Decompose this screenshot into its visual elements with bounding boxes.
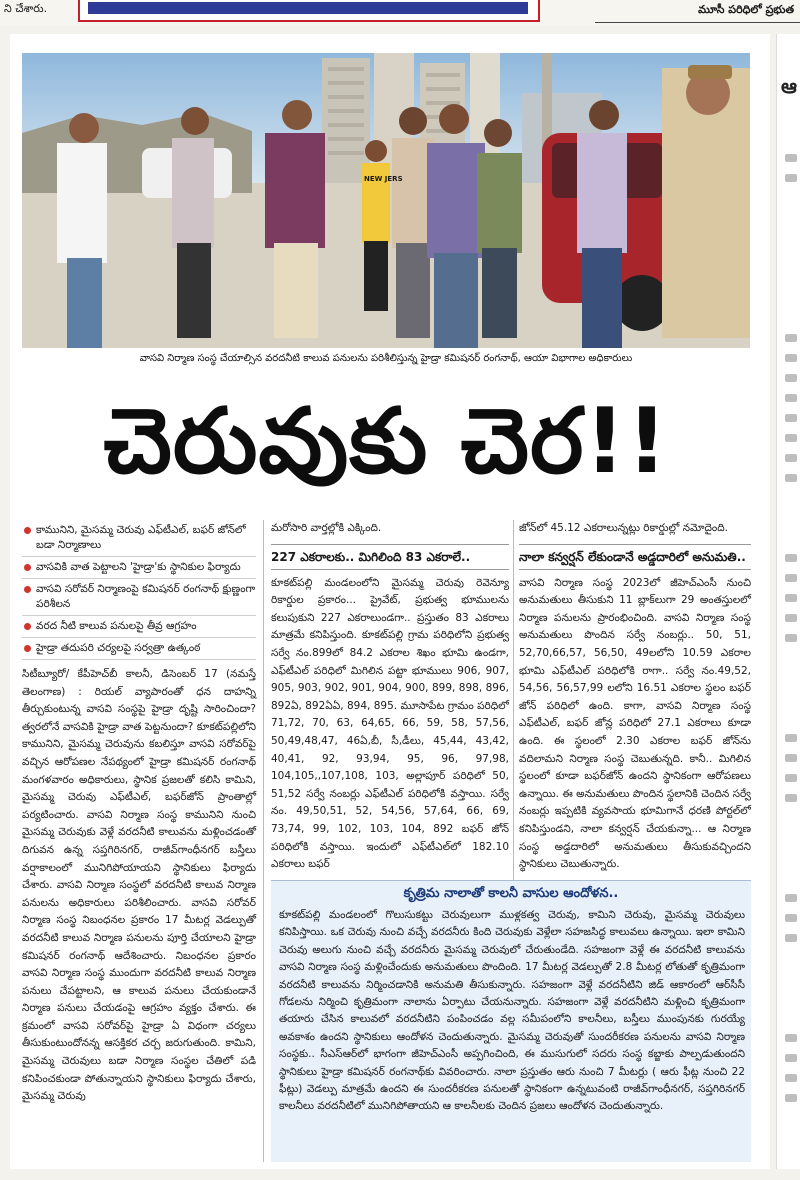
adjacent-column-dropcap: ఆ — [781, 74, 797, 98]
top-strip — [0, 0, 800, 26]
highlight-bullet: వరద నీటి కాలువ పనులపై తీవ్ర ఆగ్రహం — [22, 616, 256, 638]
top-ad-bar — [88, 2, 528, 14]
adjacent-text-mark — [785, 734, 797, 742]
adjacent-text-mark — [785, 1054, 797, 1062]
news-photo — [22, 53, 750, 348]
article-body-lead: సిటీబ్యూరో/ కేపీహెచ్‌బీ కాలనీ, డిసెంబర్ 17 (నమస్తే తెలంగాణ) : రియల్ వ్యాపారంతో ధన దాహన్ని తీర్చుకుంటున్న వాసవి సంస్థపై హైడ్రా దృష్టి సారించిందా? త్వరలోనే వాసవికి హైడ్రా వాత పెట్టనుందా? కూకట్‌పల్లిలోని కామునిని, మైసమ్మ చెరువును కబలిస్తూ వాసవి సరోవర్‌పై వచ్చిన ఆరోపణల నేపథ్యంలో హైడ్రా కమిషనర్ రంగనాథ్ మంగళవారం అధికారులు, స్థానిక ప్రజలతో కలిసి కామిని, మైసమ్మ చెరువు ఎఫ్‌టీఎల్, బఫర్‌జోన్ ప్రాంతాల్లో పర్యటించారు. వాసవి నిర్మాణ సంస్థ కామునిని నుంచి మైసమ్మ చెరువుకు వెళ్లే వరదనీటి కాలువను మళ్లించడంతో దిగువన ఉన్న సప్తగిరినగర్, రాజీవ్‌గాంధీనగర్ బస్తీలు వర్షాకాలంలో మునిగిపోయాయని స్థానికులు ఫిర్యాదు చేశారు. వాసవి నిర్మాణ సంస్థలో వరదనీటి కాలువ నిర్మాణ పనులను అధికారులు పరిశీలించారు. వాసవి సరోవర్ నిర్మాణ సంస్థ నిబంధనల ప్రకారం 17 మీటర్ల వెడల్పుతో వరదనీటి కాలువ నిర్మాణ పనులను పూర్తి చేయాలని హైడ్రా కమిషనర్ రంగనాథ్ ఆదేశించారు. నిబంధనల ప్రకారం వాసవి నిర్మాణ సంస్థ ముందుగా వరదనీటి కాలువ నిర్మాణ పనులు చేపట్టాలని, ఆ కాలువ పనులు చేయకుండానే నిర్మాణ పనులు చేయడంపై ఆగ్రహం వ్యక్తం చేశారు. ఈ క్రమంలో వాసవి సరోవర్‌పై హైడ్రా ఏ విధంగా చర్యలు తీసుకుంటుందోనన్న ఆసక్తికర చర్చ జరుగుతుంది. కామిని, మైసమ్మ చెరువులు బడా నిర్మాణ సంస్థల చేతిలో పడి కనిపించకుండా పోతున్నాయని స్థానికులు ఫిర్యాదు చేశారు, మైసమ్మ చెరువు — [22, 668, 256, 1103]
adjacent-text-mark — [785, 414, 797, 422]
article-column-2 — [271, 520, 509, 874]
article-column-1 — [22, 520, 256, 1106]
column-2-body: కూకట్‌పల్లి మండలంలోని మైసమ్మ చెరువు రెవెన్యూ రికార్డుల ప్రకారం... ప్రైవేట్, ప్రభుత్వ భూములను కలుపుకుని 227 ఎకరాలుండగా.. ప్రస్తుతం 83 ఎకరాలు మాత్రమే కనిపిస్తుంది. కూకట్‌పల్లి గ్రామ పరిధిలోని ప్రభుత్వ సర్వే నం.899లో 84.2 ఎకరాల శిఖం భూమి ఉండగా, ఎఫ్‌టీఎల్ పరిధిలో మిగిలిన పట్టా భూములు 906, 907, 905, 903, 902, 901, 904, 900, 899, 898, 896, 892ఏ, 892ఏఏ, 894, 895. మూసాపేట గ్రామం పరిధిలో 71,72, 70, 63, 64,65, 66, 59, 58, 57,56, 50,49,48,47, 46ఏ,బీ, సీ,డీలు, 45,44, 43,42, 40,41, 92, 93,94, 95, 96, 97,98, 104,105,,107,108, 103, అల్లాపూర్ పరిధిలో 50, 51,52 సర్వే నంబర్లు ఎఫ్‌టీఎల్ పరిధిలోకి వస్తాయి. సర్వే నం. 49,50,51, 52, 54,56, 57,64, 66, 69, 73,74, 99, 102, 103, 104, 892 బఫర్ జోన్ పరిధిలోకి వస్తాయి. ఇందులో ఎఫ్‌టీఎల్‌లో 182.10 ఎకరాలు బఫర్ — [271, 576, 509, 871]
photo-illustration — [22, 53, 750, 348]
sidebar-box-body: కూకట్‌పల్లి మండలంలో గొలుసుకట్టు చెరువులుగా ముళ్లకత్వ చెరువు, కామిని చెరువు, మైసమ్మ చెరువులు కనిపిస్తాయి. ఒక చెరువు నుంచి వచ్చే వరదనీరు కింది చెరువుకు వెళ్లేలా సహజసిద్ధ కాలువలు ఉన్నాయి. ఇలా కామిని చెరువు అలుగు నుంచి వచ్చే వరదనీరు మైసమ్మ చెరువులో చేరుతుండేది. సహజంగా వెళ్లే ఈ వరదనీటి కాలువను వాసవి నిర్మాణ సంస్థ మళ్లించేందుకు అనుమతులు పొందింది. 17 మీటర్ల వెడల్పుతో 2.8 మీటర్ల లోతుతో కృత్రిమంగా వరదనీటి కాలువను నిర్మించడానికి అనుమతి తీసుకున్నారు. సహజంగా వెళ్లే వరదనీటిని జిడ్ ఆకారంలో ఆర్‌సీసీ గోడలను నిర్మించి కృత్రిమంగా నాలాను ఏర్పాటు చేయనున్నారు. సహజంగా వెళ్లే వరదనీటిని మళ్లించి కృత్రిమంగా తయారు చేసిన కాలువలో వరదనీటిని పంపించడం వల్ల సమీపంలోని కాలనీలు, బస్తీలు ముంపునకు గురయ్యే అవకాశం ఉందని స్థానికులు ఆందోళన చెందుతున్నారు. మైసమ్మ చెరువుతో సుందరీకరణ పనులను వాసవి నిర్మాణ సంస్థకు.. సీఎస్‌ఆర్‌లో భాగంగా జీహెచ్‌ఎంసీ అప్పగించింది, ఈ ముసుగులో సదరు సంస్థ కబ్జాకు పాల్పడుతుందని స్థానికులు హైడ్రా కమిషనర్ రంగనాథ్‌కు వివరించారు. నాలా ప్రస్తుతం ఆరు నుంచి 7 మీటర్లు ( ఆరు ఫీట్ల నుంచి 22 ఫీట్లు) వెడల్పు మాత్రమే ఉందని ఈ సుందరీకరణ పనులతో స్థానికంగా ఉన్నటువంటి రాజీవ్‌గాంధీనగర్, సప్తగిరినగర్ కాలనీలు వరదనీటిలో మునిగిపోతాయని ఆ కాలనీలకు చెందిన ప్రజలు ఆందోళన చెందుతున్నారు. — [279, 909, 745, 1113]
column-rule — [263, 880, 264, 1162]
column-2-intro: మరోసారి వార్తల్లోకి ఎక్కింది. — [271, 522, 382, 534]
tshirt-print: NEW JERS — [364, 175, 403, 183]
adjacent-text-mark — [785, 754, 797, 762]
headline: చెరువుకు చెర!! — [103, 389, 669, 494]
adjacent-text-mark — [785, 574, 797, 582]
highlight-bullet: కామునిని, మైసమ్మ చెరువు ఎఫ్‌టీఎల్, బఫర్ జోన్‌లో బడా నిర్మాణాలు — [22, 520, 256, 557]
adjacent-text-mark — [785, 454, 797, 462]
adjacent-text-mark — [785, 174, 797, 182]
adjacent-text-mark — [785, 614, 797, 622]
adjacent-text-mark — [785, 794, 797, 802]
adjacent-text-mark — [785, 1034, 797, 1042]
sidebar-box — [271, 880, 751, 1162]
highlight-bullet: వాసవి సరోవర్ నిర్మాణంపై కమిషనర్ రంగనాథ్ క్షుణ్ణంగా పరిశీలన — [22, 579, 256, 616]
top-ad-box — [78, 0, 540, 22]
article-column-3 — [519, 520, 751, 874]
adjacent-text-mark — [785, 634, 797, 642]
column-rule — [263, 520, 264, 880]
adjacent-text-mark — [785, 434, 797, 442]
adjacent-text-mark — [785, 934, 797, 942]
column-rule — [513, 520, 514, 880]
adjacent-text-mark — [785, 914, 797, 922]
highlight-bullet: వాసవికి వాత పెట్టాలని 'హైడ్రా'కు స్థానికుల ఫిర్యాదు — [22, 557, 256, 579]
adjacent-text-mark — [785, 894, 797, 902]
top-rule — [595, 22, 800, 23]
officer-cap — [688, 65, 732, 79]
column-3-body: వాసవి నిర్మాణ సంస్థ 2023లో జీహెచ్‌ఎంసీ నుంచి అనుమతులు తీసుకుని 11 బ్లాక్‌లుగా 29 అంతస్తులలో నిర్మాణ పనులను ప్రారంభించింది. వాసవి నిర్మాణ సంస్థ అనుమతులు పొందిన సర్వే నంబర్లు.. 50, 51, 52,70,66,57, 56,50, 49లలోని 10.59 ఎకరాల భూమి ఎఫ్‌టీఎల్ పరిధిలోకి రాగా.. సర్వే నం.49,52, 54,56, 56,57,99 లలోని 16.51 ఎకరాల స్థలం బఫర్ జోన్ పరిధిలో ఉంది. కాగా, వాసవి నిర్మాణ సంస్థ ఎఫ్‌టీఎల్, బఫర్ జోన్ల పరిధిలో 27.1 ఎకరాలు కూడా ఉంది. ఈ స్థలంలో 2.30 ఎకరాల బఫర్ జోన్‌ను వదిలామని నిర్మాణ సంస్థ చెబుతున్నది. కానీ.. మిగిలిన స్థలంలో కూడా బఫర్‌జోన్ ఉందని స్థానికంగా ఆరోపణలు ఉన్నాయి. ఈ అనుమతులు పొందిన స్థలానికి చెందిన సర్వే నంబర్లు ఇప్పటికి వ్యవసాయ భూమిగానే ధరణి పోర్టల్‌లో కనిపిస్తుండని, నాలా కన్వర్షన్ చేయకున్నా... ఆ నిర్మాణ సంస్థ అడ్డదారిలో అనుమతులు తీసుకువచ్చిందని స్థానికులు చెబుతున్నారు. — [519, 576, 751, 871]
adjacent-text-mark — [785, 774, 797, 782]
photo-caption: వాసవి నిర్మాణ సంస్థ చేయాల్సిన వరదనీటి కాలువ పనులను పరిశీలిస్తున్న హైడ్రా కమిషనర్ రంగనాథ్, ఆయా విభాగాల అధికారులు — [139, 353, 633, 364]
subheading-acres: 227 ఎకరాలకు.. మిగిలింది 83 ఎకరాలే.. — [271, 544, 509, 570]
adjacent-text-mark — [785, 394, 797, 402]
column-3-intro: జోన్‌లో 45.12 ఎకరాలున్నట్లు రికార్డుల్లో నమోదైంది. — [519, 522, 728, 534]
adjacent-column-strip — [776, 34, 800, 1169]
adjacent-text-mark — [785, 474, 797, 482]
adjacent-text-mark — [785, 1074, 797, 1082]
suv-wheel — [614, 275, 670, 331]
adjacent-text-mark — [785, 154, 797, 162]
adjacent-text-mark — [785, 1094, 797, 1102]
adjacent-text-mark — [785, 354, 797, 362]
adjacent-text-mark — [785, 334, 797, 342]
prev-story-fragment: ని చేశారు. — [4, 2, 48, 15]
highlight-bullets — [22, 520, 256, 660]
subheading-nala-conversion: నాలా కన్వర్షన్ లేకుండానే అడ్డదారిలో అనుమతి.. — [519, 544, 751, 570]
sidebar-box-title: కృత్రిమ నాలాతో కాలనీ వాసుల ఆందోళన.. — [403, 886, 619, 901]
adjacent-text-mark — [785, 554, 797, 562]
highlight-bullet: హైడ్రా తదుపరి చర్యలపై సర్వత్రా ఉత్కంఠ — [22, 638, 256, 660]
adjacent-text-mark — [785, 594, 797, 602]
adjacent-text-mark — [785, 374, 797, 382]
next-story-heading-fragment: మూసీ పరిధిలో ప్రభుత — [698, 3, 794, 16]
